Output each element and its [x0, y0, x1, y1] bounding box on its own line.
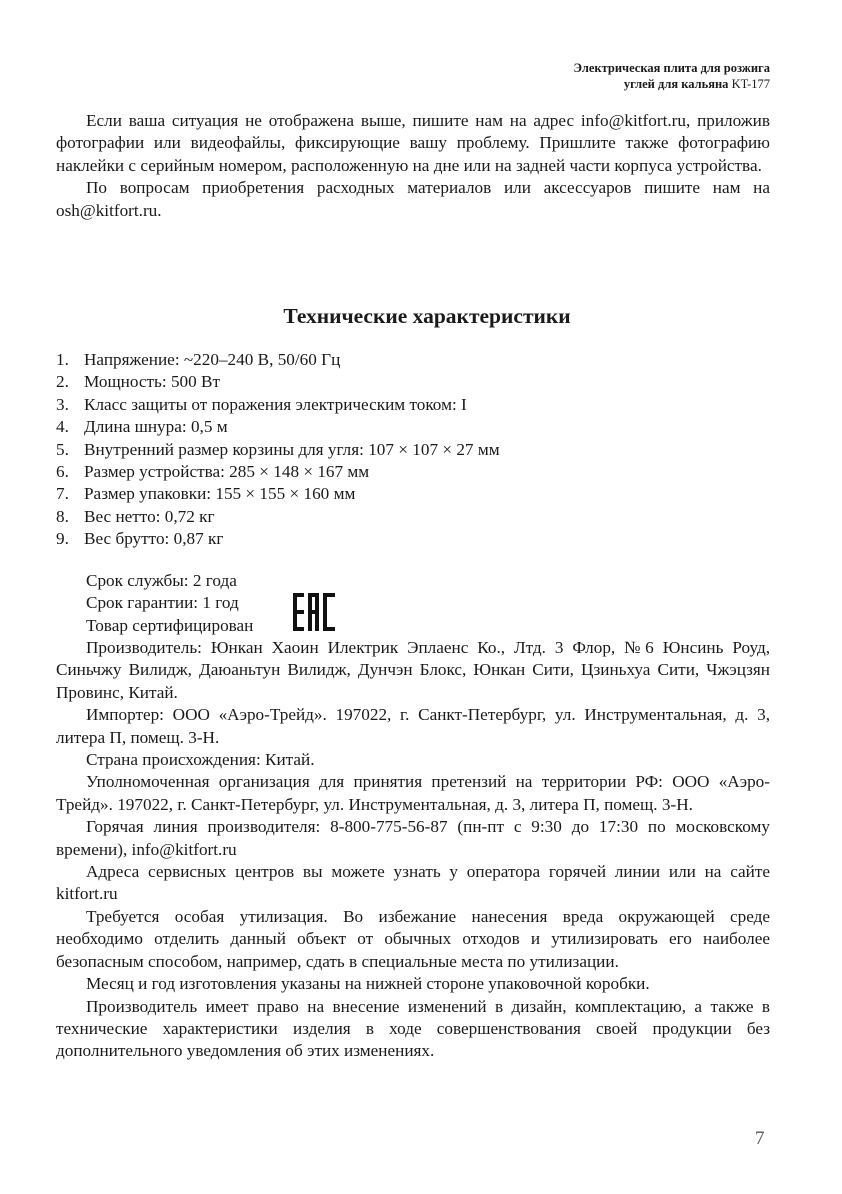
manufacturer-paragraph: Производитель: Юнкан Хаоин Илектрик Эплаенс Ко., Лтд. 3 Флор, №6 Юнсинь Роуд, Синьчжу Вилидж, Даюаньтун Вилидж, Дунчэн Блокс, Юнкан Сити, Цзиньхуа Сити, Чжэцзян Провинс, Китай. — [56, 638, 770, 702]
spec-item — [56, 349, 770, 371]
spec-text: Вес брутто: 0,87 кг — [84, 529, 224, 549]
warranty-line: Срок гарантии: 1 год — [86, 593, 239, 613]
legal-section — [56, 637, 770, 1063]
service-centers-paragraph: Адреса сервисных центров вы можете узнать у оператора горячей линии или на сайте kitfort.ru — [56, 862, 770, 904]
spec-text: Длина шнура: 0,5 м — [84, 417, 228, 437]
authorized-org-paragraph: Уполномоченная организация для принятия претензий на территории РФ: ООО «Аэро-Трейд». 197022, г. Санкт-Петербург, ул. Инструментальная, д. 3, литера П, помещ. 3-Н. — [56, 772, 770, 814]
disposal-paragraph: Требуется особая утилизация. Во избежание нанесения вреда окружающей среде необходимо отделить данный объект от обычных отходов и утилизировать его наиболее безопасным способом, например, сдать в специальные места по утилизации. — [56, 906, 770, 971]
header-line-2-prefix: углей для кальяна — [623, 77, 729, 91]
eac-mark-icon — [293, 593, 335, 631]
header-line-2 — [574, 76, 770, 92]
spec-number: 1. — [56, 350, 69, 369]
warranty-lines — [56, 570, 253, 637]
spec-text: Размер упаковки: 155 × 155 × 160 мм — [84, 484, 356, 504]
intro-paragraph-contact: Если ваша ситуация не отображена выше, пишите нам на адрес info@kitfort.ru, приложив фотографии или видеофайлы, фиксирующие вашу проблему. Пришлите также фотографию наклейки с серийным номером, расположенную на дне или на задней части корпуса устройства. — [56, 111, 770, 175]
manufacture-date-paragraph: Месяц и год изготовления указаны на нижней стороне упаковочной коробки. — [86, 974, 650, 994]
hotline-paragraph: Горячая линия производителя: 8-800-775-56-87 (пн-пт с 9:30 до 17:30 по московскому времени), info@kitfort.ru — [56, 817, 770, 859]
spec-number: 9. — [56, 529, 69, 549]
spec-item — [56, 394, 770, 416]
changes-paragraph: Производитель имеет право на внесение изменений в дизайн, комплектацию, а также в технические характеристики изделия в ходе совершенствования своей продукции без дополнительного уведомления об этих изменениях. — [56, 996, 770, 1061]
spec-number: 6. — [56, 462, 69, 482]
specs-title: Технические характеристики — [283, 304, 571, 328]
header-model: KT-177 — [731, 77, 770, 91]
spec-item — [56, 483, 770, 505]
page-number: 7 — [755, 1128, 765, 1149]
spec-text: Напряжение: ~220–240 В, 50/60 Гц — [84, 350, 341, 369]
spec-text: Внутренний размер корзины для угля: 107 × 107 × 27 мм — [84, 439, 500, 459]
spec-number: 3. — [56, 394, 69, 414]
spec-item — [56, 506, 770, 528]
intro-section — [56, 110, 770, 222]
spec-text: Мощность: 500 Вт — [84, 372, 221, 392]
spec-text: Размер устройства: 285 × 148 × 167 мм — [84, 462, 370, 482]
certified-line: Товар сертифицирован — [86, 615, 254, 635]
spec-item — [56, 416, 770, 438]
spec-number: 5. — [56, 439, 69, 459]
spec-item — [56, 528, 770, 550]
running-header — [574, 60, 770, 92]
spec-item — [56, 439, 770, 461]
origin-paragraph: Страна происхождения: Китай. — [86, 750, 315, 770]
spec-item — [56, 371, 770, 393]
spec-number: 8. — [56, 506, 69, 526]
intro-paragraph-accessories: По вопросам приобретения расходных материалов или аксессуаров пишите нам на osh@kitfort.ru. — [56, 178, 770, 220]
service-life-line: Срок службы: 2 года — [86, 571, 237, 590]
spec-text: Класс защиты от поражения электрическим током: I — [84, 394, 467, 414]
header-line-1: Электрическая плита для розжига — [573, 61, 770, 75]
spec-number: 7. — [56, 484, 69, 504]
spec-number: 2. — [56, 372, 69, 392]
spec-item — [56, 461, 770, 483]
specs-list — [56, 349, 770, 551]
spec-text: Вес нетто: 0,72 кг — [84, 506, 215, 526]
spec-number: 4. — [56, 417, 69, 437]
importer-paragraph: Импортер: ООО «Аэро-Трейд». 197022, г. Санкт-Петербург, ул. Инструментальная, д. 3, литера П, помещ. 3-Н. — [56, 705, 770, 747]
